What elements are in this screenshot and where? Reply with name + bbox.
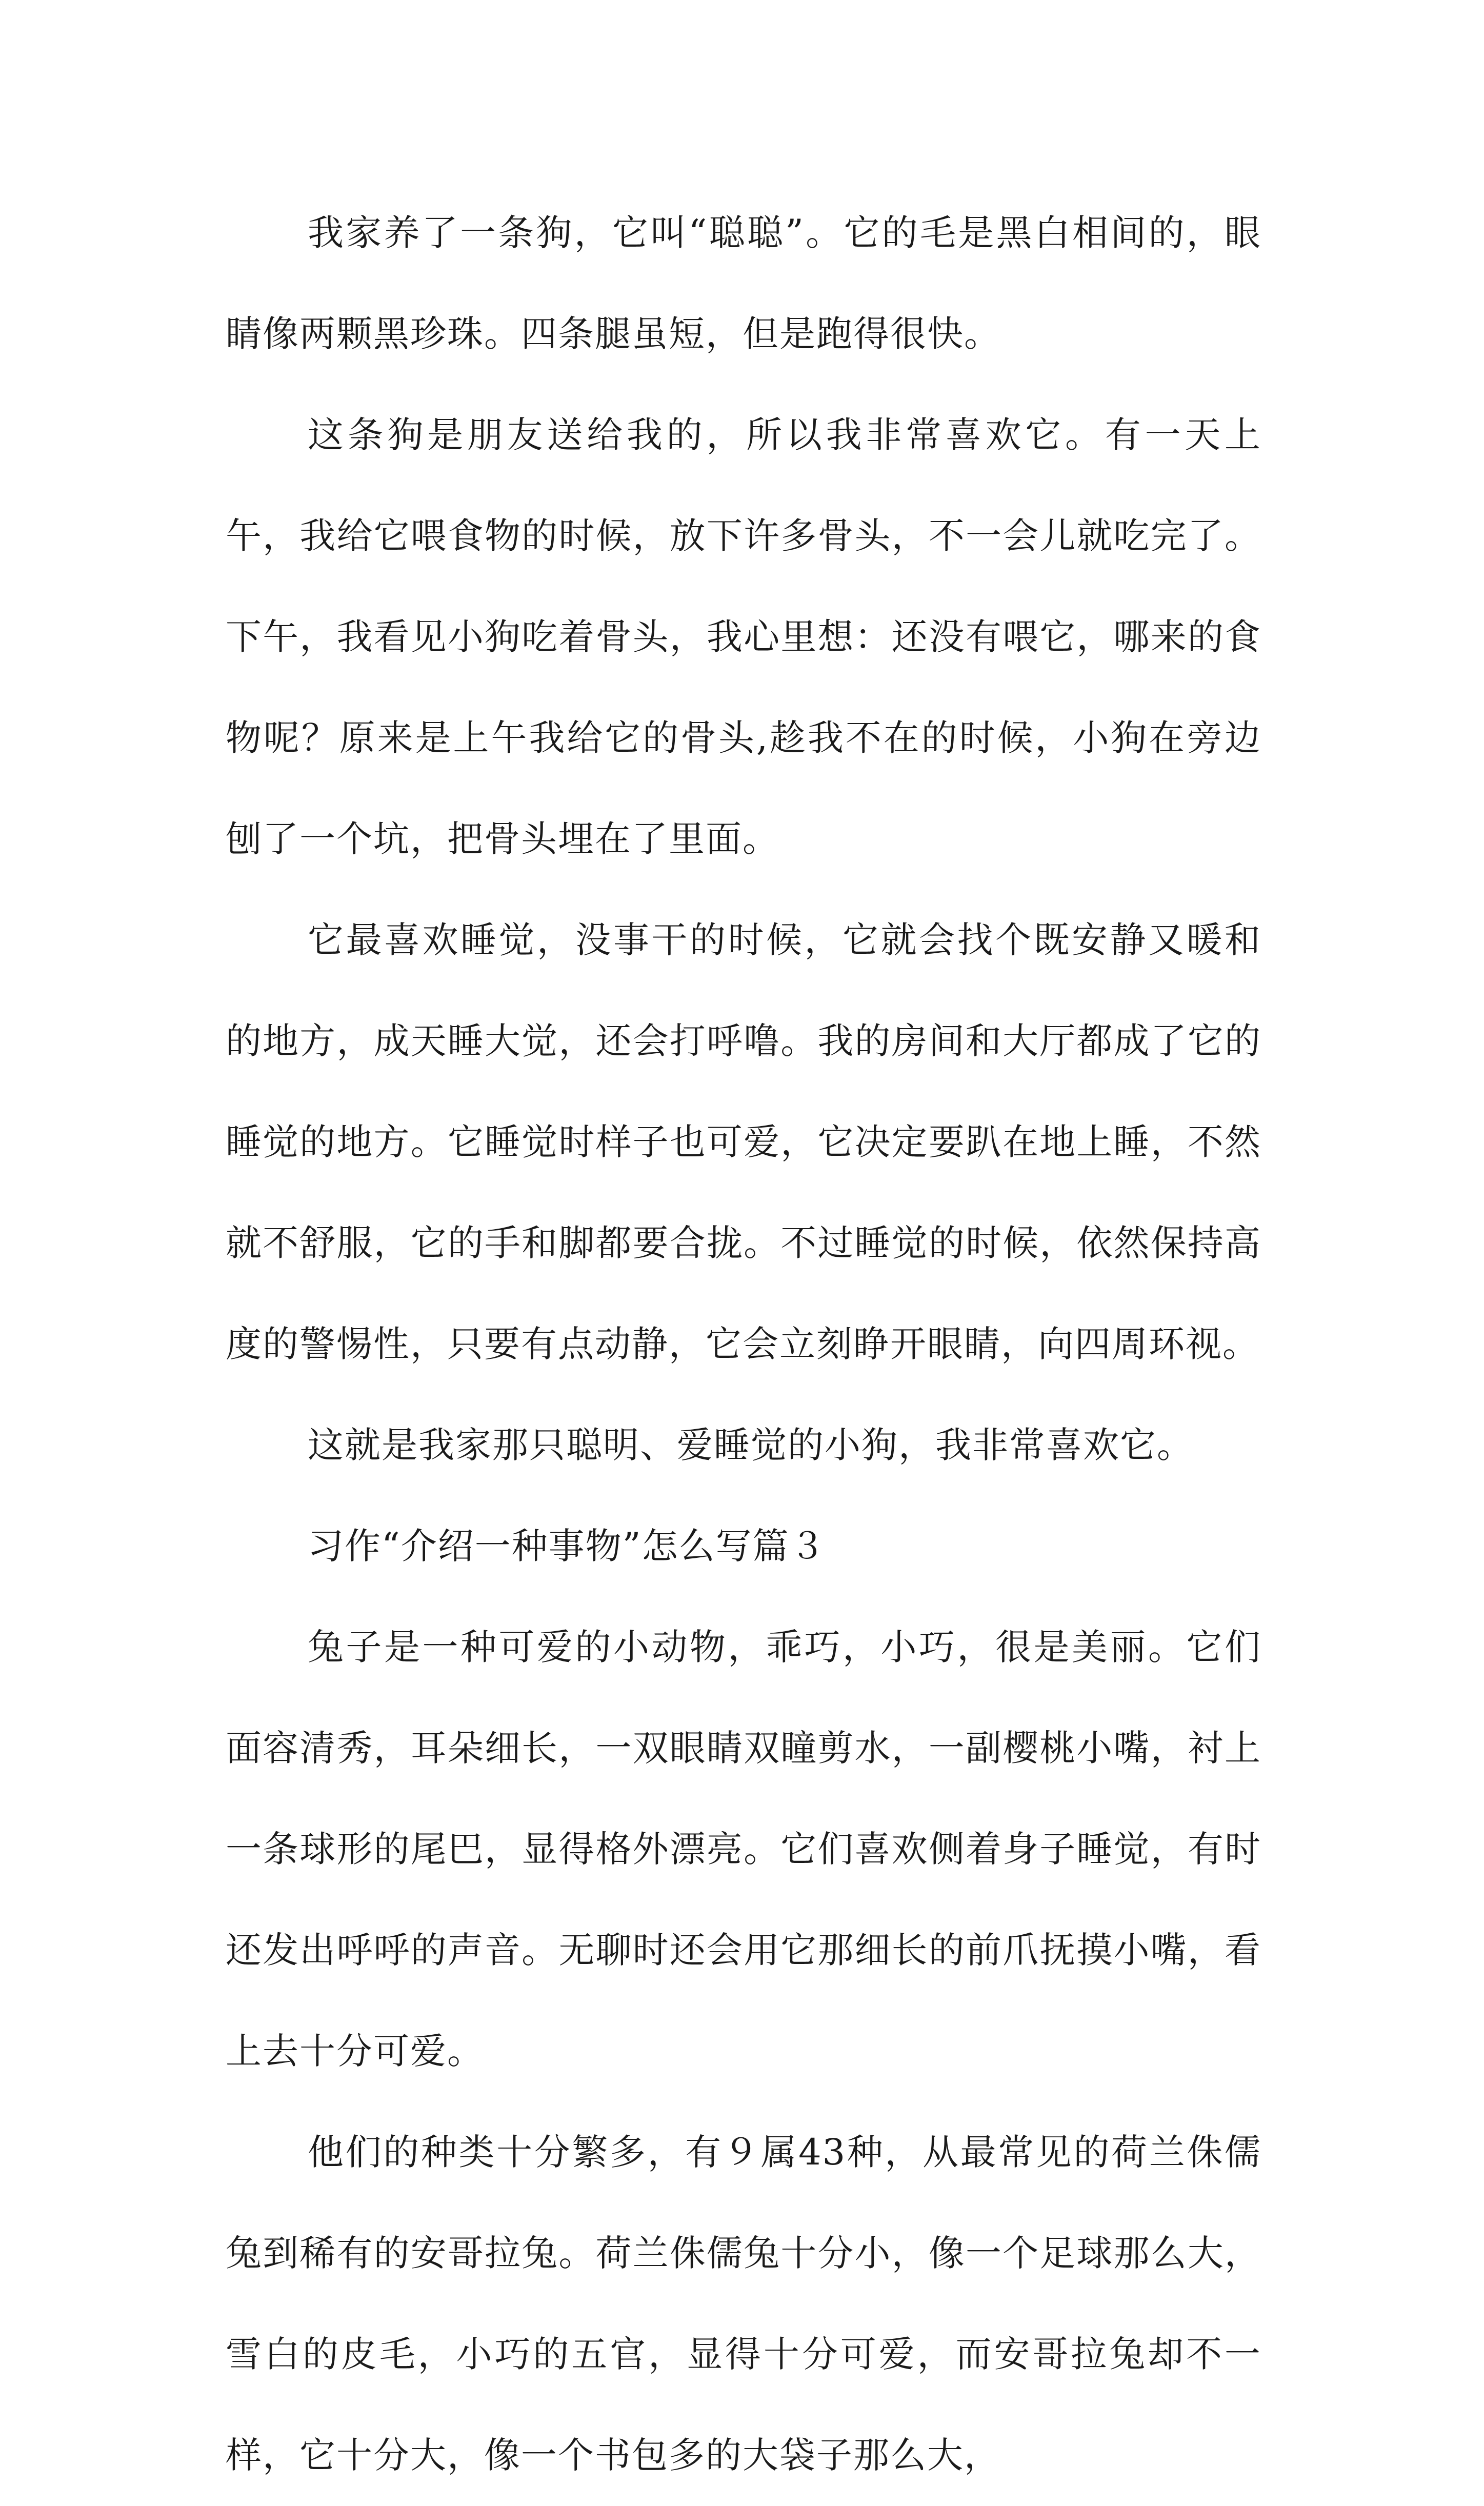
section-heading: 习作“介绍一种事物”怎么写篇３ [308,1525,827,1567]
paragraph-rabbit-description: 兔子是一种可爱的小动物，乖巧，小巧，很是美丽。它们面容清秀，耳朵细长，一双眼睛双瞳剪水，一副樱桃小嘴，衬上一条球形的尾巴，显得格外漂亮。它们喜欢侧着身子睡觉，有时还发出呼呼的声音。无聊时还会用它那细长的前爪抚摸小嘴，看上去十分可爱。 [226,1626,1261,2072]
paragraph-dog-description: 我家养了一条狗，它叫“聪聪”。它的毛是黑白相间的，眼睛像两颗黑珍珠。四条腿虽短，但是跑得很快。 [226,212,1261,355]
paragraph-dog-bones: 这条狗是朋友送给我的，所以我非常喜欢它。有一天上午，我给它喂食物的时候，放下许多骨头，不一会儿就吃完了。下午，我看见小狗吃着骨头，我心里想：还没有喂它，哪来的食物呢？原来是上午我给它的骨头,趁我不在的时候，小狗在旁边刨了一个坑，把骨头埋在了里面。 [226,414,1261,860]
paragraph-rabbit-species: 他们的种类十分繁多，有９属43种，从最常见的荷兰侏儒兔到稀有的安哥拉兔。荷兰侏儒兔十分小，像一个足球那么大，雪白的皮毛，小巧的五官，显得十分可爱，而安哥拉兔却不一样，它十分大，像一个书包多的大袋子那么大， [226,2131,1261,2476]
paragraph-dog-sleeping: 它最喜欢睡觉，没事干的时候，它就会找个既安静又暖和的地方，成天睡大觉，还会打呼噜。我的房间和大厅都成了它的睡觉的地方。它睡觉时样子也可爱，它决定要趴在地上睡，不然就不舒服，它的手和脚都要合拢。不过睡觉的时候，依然保持高度的警惕性，只要有点动静，它会立刻睁开眼睛，向四周环视。 [226,919,1261,1365]
document-body [226,183,1261,2506]
paragraph-dog-conclusion: 这就是我家那只聪明、爱睡觉的小狗，我非常喜欢它。 [308,1424,1194,1466]
